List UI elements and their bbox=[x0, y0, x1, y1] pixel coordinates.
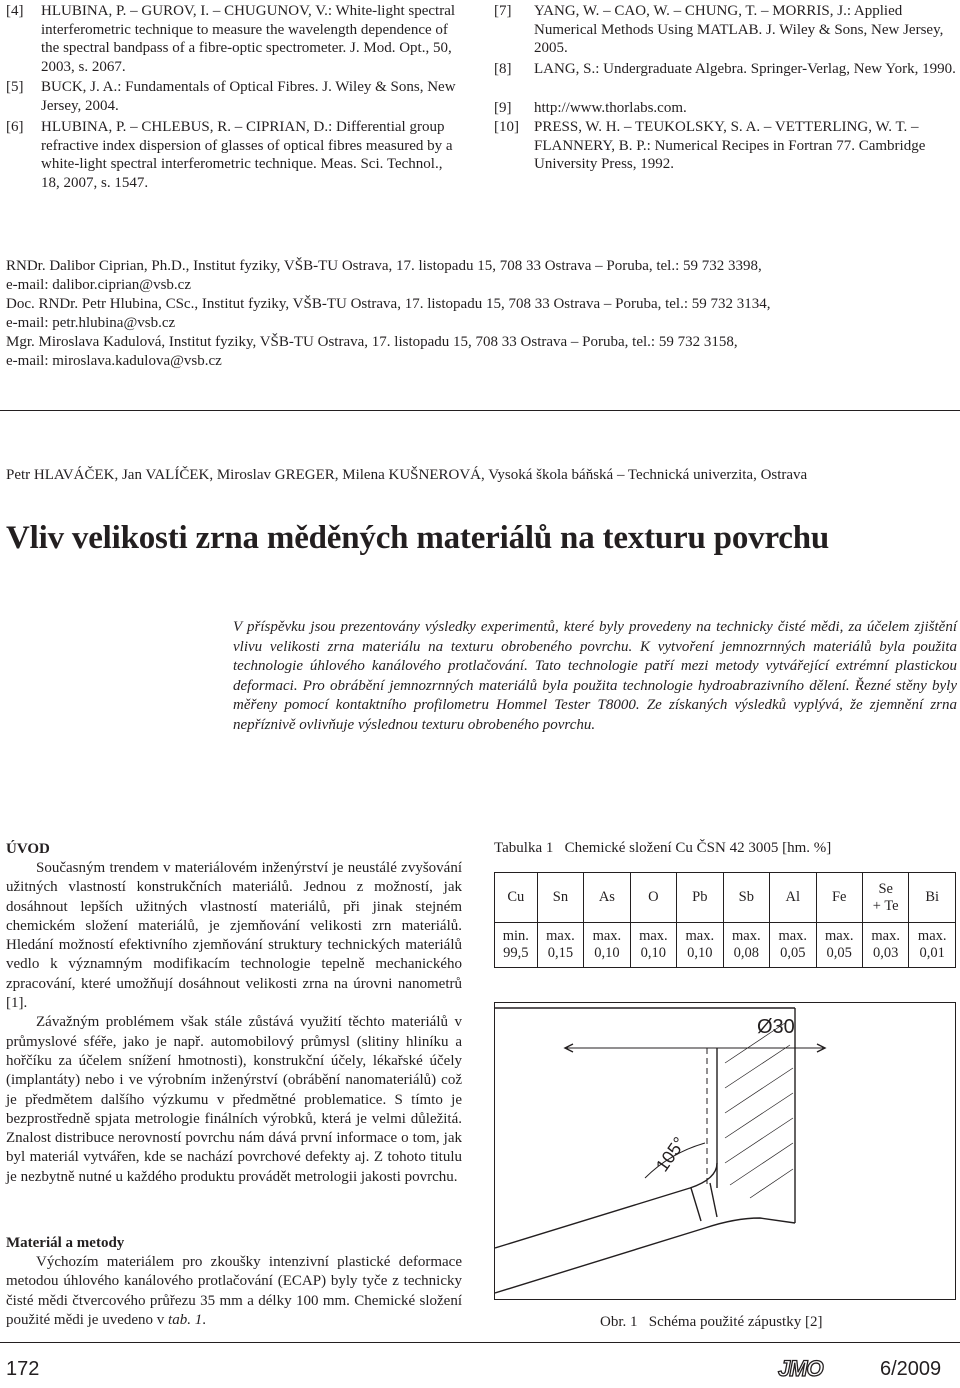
cell-line: max. bbox=[917, 928, 947, 944]
exit-channel-lower bbox=[495, 1218, 795, 1293]
journal-logo-text: JMO bbox=[778, 1356, 823, 1381]
table-cell bbox=[495, 923, 538, 968]
diameter-label: Ø30 bbox=[757, 1016, 795, 1038]
table-header-cell: Cu bbox=[495, 873, 538, 923]
header-line: + Te bbox=[872, 897, 899, 914]
table-cell bbox=[630, 923, 676, 968]
cell-line: 0,10 bbox=[640, 945, 667, 961]
article-authors: Petr HLAVÁČEK, Jan VALÍČEK, Miroslav GREGER, Milena KUŠNEROVÁ, Vysoká škola báňská – Technická univerzita, Ostrava bbox=[6, 467, 808, 483]
table-cell bbox=[584, 923, 630, 968]
reference-text: BUCK, J. A.: Fundamentals of Optical Fibres. J. Wiley & Sons, New Jersey, 2004. bbox=[41, 79, 456, 114]
channel-corner-line bbox=[691, 1188, 701, 1221]
paragraph bbox=[6, 1253, 462, 1330]
table-cell bbox=[816, 923, 862, 968]
section-heading-material: Materiál a metody bbox=[6, 1235, 125, 1251]
paragraph: Závažným problémem však stále zůstává využití těchto materiálů v průmyslové sféře, jako je např. automobilový průmysl (slitiny hliníku a hořčíku za účelem snížení hmotnosti), konstrukční účely, lékařské účely (implantáty) nebo i ve výrobním inženýrství (obrábění nanomateriálů) což je předmětem dalšího výzkumu v předmětné problematice. S tímto je bezprostředně spjata metrologie finálních výrobků, která je velmi důležitá. Znalost distribuce nerovností povrchu nám dává první informace o tom, jak byl materiál vytvářen, kde se nachází povrchové defekty aj. Z tohoto titulu je nezbytně nutné u každého produktu provádět metrologii jakosti povrchu. bbox=[6, 1014, 462, 1185]
die-schematic-figure bbox=[494, 1002, 956, 1300]
section-material-body bbox=[6, 1253, 462, 1330]
table-header-cell: O bbox=[630, 873, 676, 923]
reference-text: http://www.thorlabs.com. bbox=[534, 100, 687, 116]
cell-line: max. bbox=[685, 928, 715, 944]
table-header-row bbox=[495, 873, 956, 923]
cell-line: 0,08 bbox=[733, 945, 759, 961]
journal-logo bbox=[778, 1356, 823, 1382]
table-header-cell: Al bbox=[770, 873, 816, 923]
cell-line: 0,10 bbox=[594, 945, 620, 961]
reference-number: [8] bbox=[494, 61, 512, 77]
cell-line: 0,01 bbox=[919, 945, 945, 961]
paragraph-text: Výchozím materiálem pro zkoušky intenzivní plastické deformace metodou úhlového kanálového protlačování (ECAP) byly tyče z technicky čisté mědi čtvercového průřezu 35 mm a délky 100 mm. Chemické složení použité mědi je uvedeno v bbox=[6, 1254, 462, 1328]
reference-text: YANG, W. – CAO, W. – CHUNG, T. – MORRIS, J.: Applied Numerical Methods Using MATLAB. J. Wiley & Sons, New Jersey, 2005. bbox=[534, 3, 944, 56]
cell-line: max. bbox=[639, 928, 668, 944]
reference-9 bbox=[494, 99, 956, 118]
cell-line: max. bbox=[778, 928, 808, 944]
issue-number: 6/2009 bbox=[880, 1358, 942, 1380]
cell-line: 0,10 bbox=[687, 945, 713, 961]
cell-line: 99,5 bbox=[503, 945, 529, 961]
cell-line: max. bbox=[592, 928, 622, 944]
reference-text: PRESS, W. H. – TEUKOLSKY, S. A. – VETTERLING, W. T. – FLANNERY, B. P.: Numerical Recipes in Fortran 77. Cambridge University Press, 1992. bbox=[534, 119, 926, 172]
table-cell bbox=[862, 923, 908, 968]
table-header-cell: Pb bbox=[677, 873, 723, 923]
page-number: 172 bbox=[6, 1358, 40, 1380]
reference-text: HLUBINA, P. – CHLEBUS, R. – CIPRIAN, D.: Differential group refractive index dispersion of glasses of optical fibres measured by a white-light spectral interferometric technique. Meas. Sci. Technol., 18, 2007, s. 1547. bbox=[41, 119, 453, 191]
article-abstract: V příspěvku jsou prezentovány výsledky experimentů, které byly provedeny na technicky čisté mědi, za účelem zjištění vlivu velikosti zrna materiálu na texturu obrobeného povrchu. K vytvoření jemnozrnných materiálů byla použita technologie úhlového kanálového protlačování. Tato technologie patří mezi metody vytvářející extrémní plastickou deformaci. Pro obrábění jemnozrnných materiálů byla použita technologie hydroabrazivního dělení. Řezné stěny byly měřeny pomocí kontaktního profilometru Hommel Tester T8000. Ze získaných výsledků vyplývá, že zjemnění zrna nepříznivě ovlivňuje výslednou texturu obrobeného povrchu. bbox=[233, 619, 957, 733]
table-cell bbox=[537, 923, 583, 968]
reference-number: [5] bbox=[6, 79, 24, 95]
contact-line: e-mail: dalibor.ciprian@vsb.cz bbox=[6, 277, 192, 293]
reference-8 bbox=[494, 60, 956, 79]
table-cell bbox=[770, 923, 816, 968]
reference-number: [10] bbox=[494, 119, 519, 135]
chemical-composition-table bbox=[494, 872, 956, 968]
contact-line: e-mail: petr.hlubina@vsb.cz bbox=[6, 315, 176, 331]
table-header-cell: Fe bbox=[816, 873, 862, 923]
reference-4 bbox=[6, 2, 461, 76]
section-uvod-body bbox=[6, 859, 462, 1187]
contact-line: Doc. RNDr. Petr Hlubina, CSc., Institut fyziky, VŠB-TU Ostrava, 17. listopadu 15, 708 33 Ostrava – Poruba, tel.: 59 732 3134, bbox=[6, 296, 771, 312]
reference-5 bbox=[6, 78, 461, 115]
reference-number: [7] bbox=[494, 3, 512, 19]
cell-line: min. bbox=[502, 928, 529, 944]
cell-line: max. bbox=[824, 928, 854, 944]
cell-line: max. bbox=[871, 928, 900, 944]
reference-number: [4] bbox=[6, 3, 24, 19]
reference-number: [6] bbox=[6, 119, 24, 135]
paragraph-end: . bbox=[202, 1311, 206, 1328]
cell-line: 0,05 bbox=[780, 945, 806, 961]
cell-line: 0,15 bbox=[547, 945, 574, 961]
die-schematic-drawing bbox=[495, 1003, 956, 1300]
table-header-cell: As bbox=[584, 873, 630, 923]
author-contacts bbox=[6, 257, 956, 371]
footer-rule bbox=[0, 1342, 960, 1343]
cell-line: max. bbox=[546, 928, 575, 944]
figure-caption: Obr. 1 Schéma použité zápustky [2] bbox=[600, 1314, 823, 1330]
table-cell bbox=[909, 923, 956, 968]
cell-line: 0,03 bbox=[873, 945, 899, 961]
table-row bbox=[495, 923, 956, 968]
table-cell bbox=[723, 923, 769, 968]
die-hatching bbox=[725, 1023, 793, 1198]
reference-number: [9] bbox=[494, 100, 512, 116]
reference-10 bbox=[494, 118, 956, 174]
reference-7 bbox=[494, 2, 956, 58]
reference-text: HLUBINA, P. – GUROV, I. – CHUGUNOV, V.: White-light spectral interferometric technique to measure the wavelength dependence of the spectral bandpass of a fibre-optic spectrometer. J. Mod. Opt., 50, 2003, s. 2067. bbox=[41, 3, 456, 75]
table-header-cell bbox=[862, 873, 908, 923]
reference-text: LANG, S.: Undergraduate Algebra. Springer-Verlag, New York, 1990. bbox=[534, 61, 956, 77]
header-line: Se bbox=[878, 880, 893, 897]
contact-line: e-mail: miroslava.kadulova@vsb.cz bbox=[6, 353, 222, 369]
table-cell bbox=[677, 923, 723, 968]
angle-label: 105° bbox=[651, 1133, 690, 1176]
section-heading-uvod: ÚVOD bbox=[6, 841, 50, 857]
table-header-cell: Sn bbox=[537, 873, 583, 923]
table-caption: Tabulka 1 Chemické složení Cu ČSN 42 3005 [hm. %] bbox=[494, 840, 832, 856]
table-header-cell: Bi bbox=[909, 873, 956, 923]
table-header-cell: Sb bbox=[723, 873, 769, 923]
table-reference: tab. 1 bbox=[168, 1311, 203, 1328]
paragraph: Současným trendem v materiálovém inženýrství je neustálé zvyšování užitných vlastností konstrukčních materiálů. Jednou z možností, jak dosáhnout lepších užitných vlastností materiálů, při jinak stejném chemickém složení materiálů, je zjemňování velikosti zrn materiálů. Hledání možností efektivního zjemňování struktury technických materiálů vedlo k významným modifikacím technologie tepelně mechanického zpracování, které umožňují dosáhnout velikosti zrna na úrovni nanometrů [1]. bbox=[6, 860, 462, 1012]
section-divider bbox=[0, 410, 960, 411]
cell-line: 0,05 bbox=[826, 945, 852, 961]
reference-6 bbox=[6, 118, 461, 192]
channel-corner-line bbox=[710, 1183, 717, 1217]
contact-line: Mgr. Miroslava Kadulová, Institut fyziky, VŠB-TU Ostrava, 17. listopadu 15, 708 33 Ostrava – Poruba, tel.: 59 732 3158, bbox=[6, 334, 738, 350]
article-title: Vliv velikosti zrna měděných materiálů na texturu povrchu bbox=[6, 520, 830, 556]
cell-line: max. bbox=[732, 928, 761, 944]
contact-line: RNDr. Dalibor Ciprian, Ph.D., Institut fyziky, VŠB-TU Ostrava, 17. listopadu 15, 708 33 Ostrava – Poruba, tel.: 59 732 3398, bbox=[6, 258, 762, 274]
